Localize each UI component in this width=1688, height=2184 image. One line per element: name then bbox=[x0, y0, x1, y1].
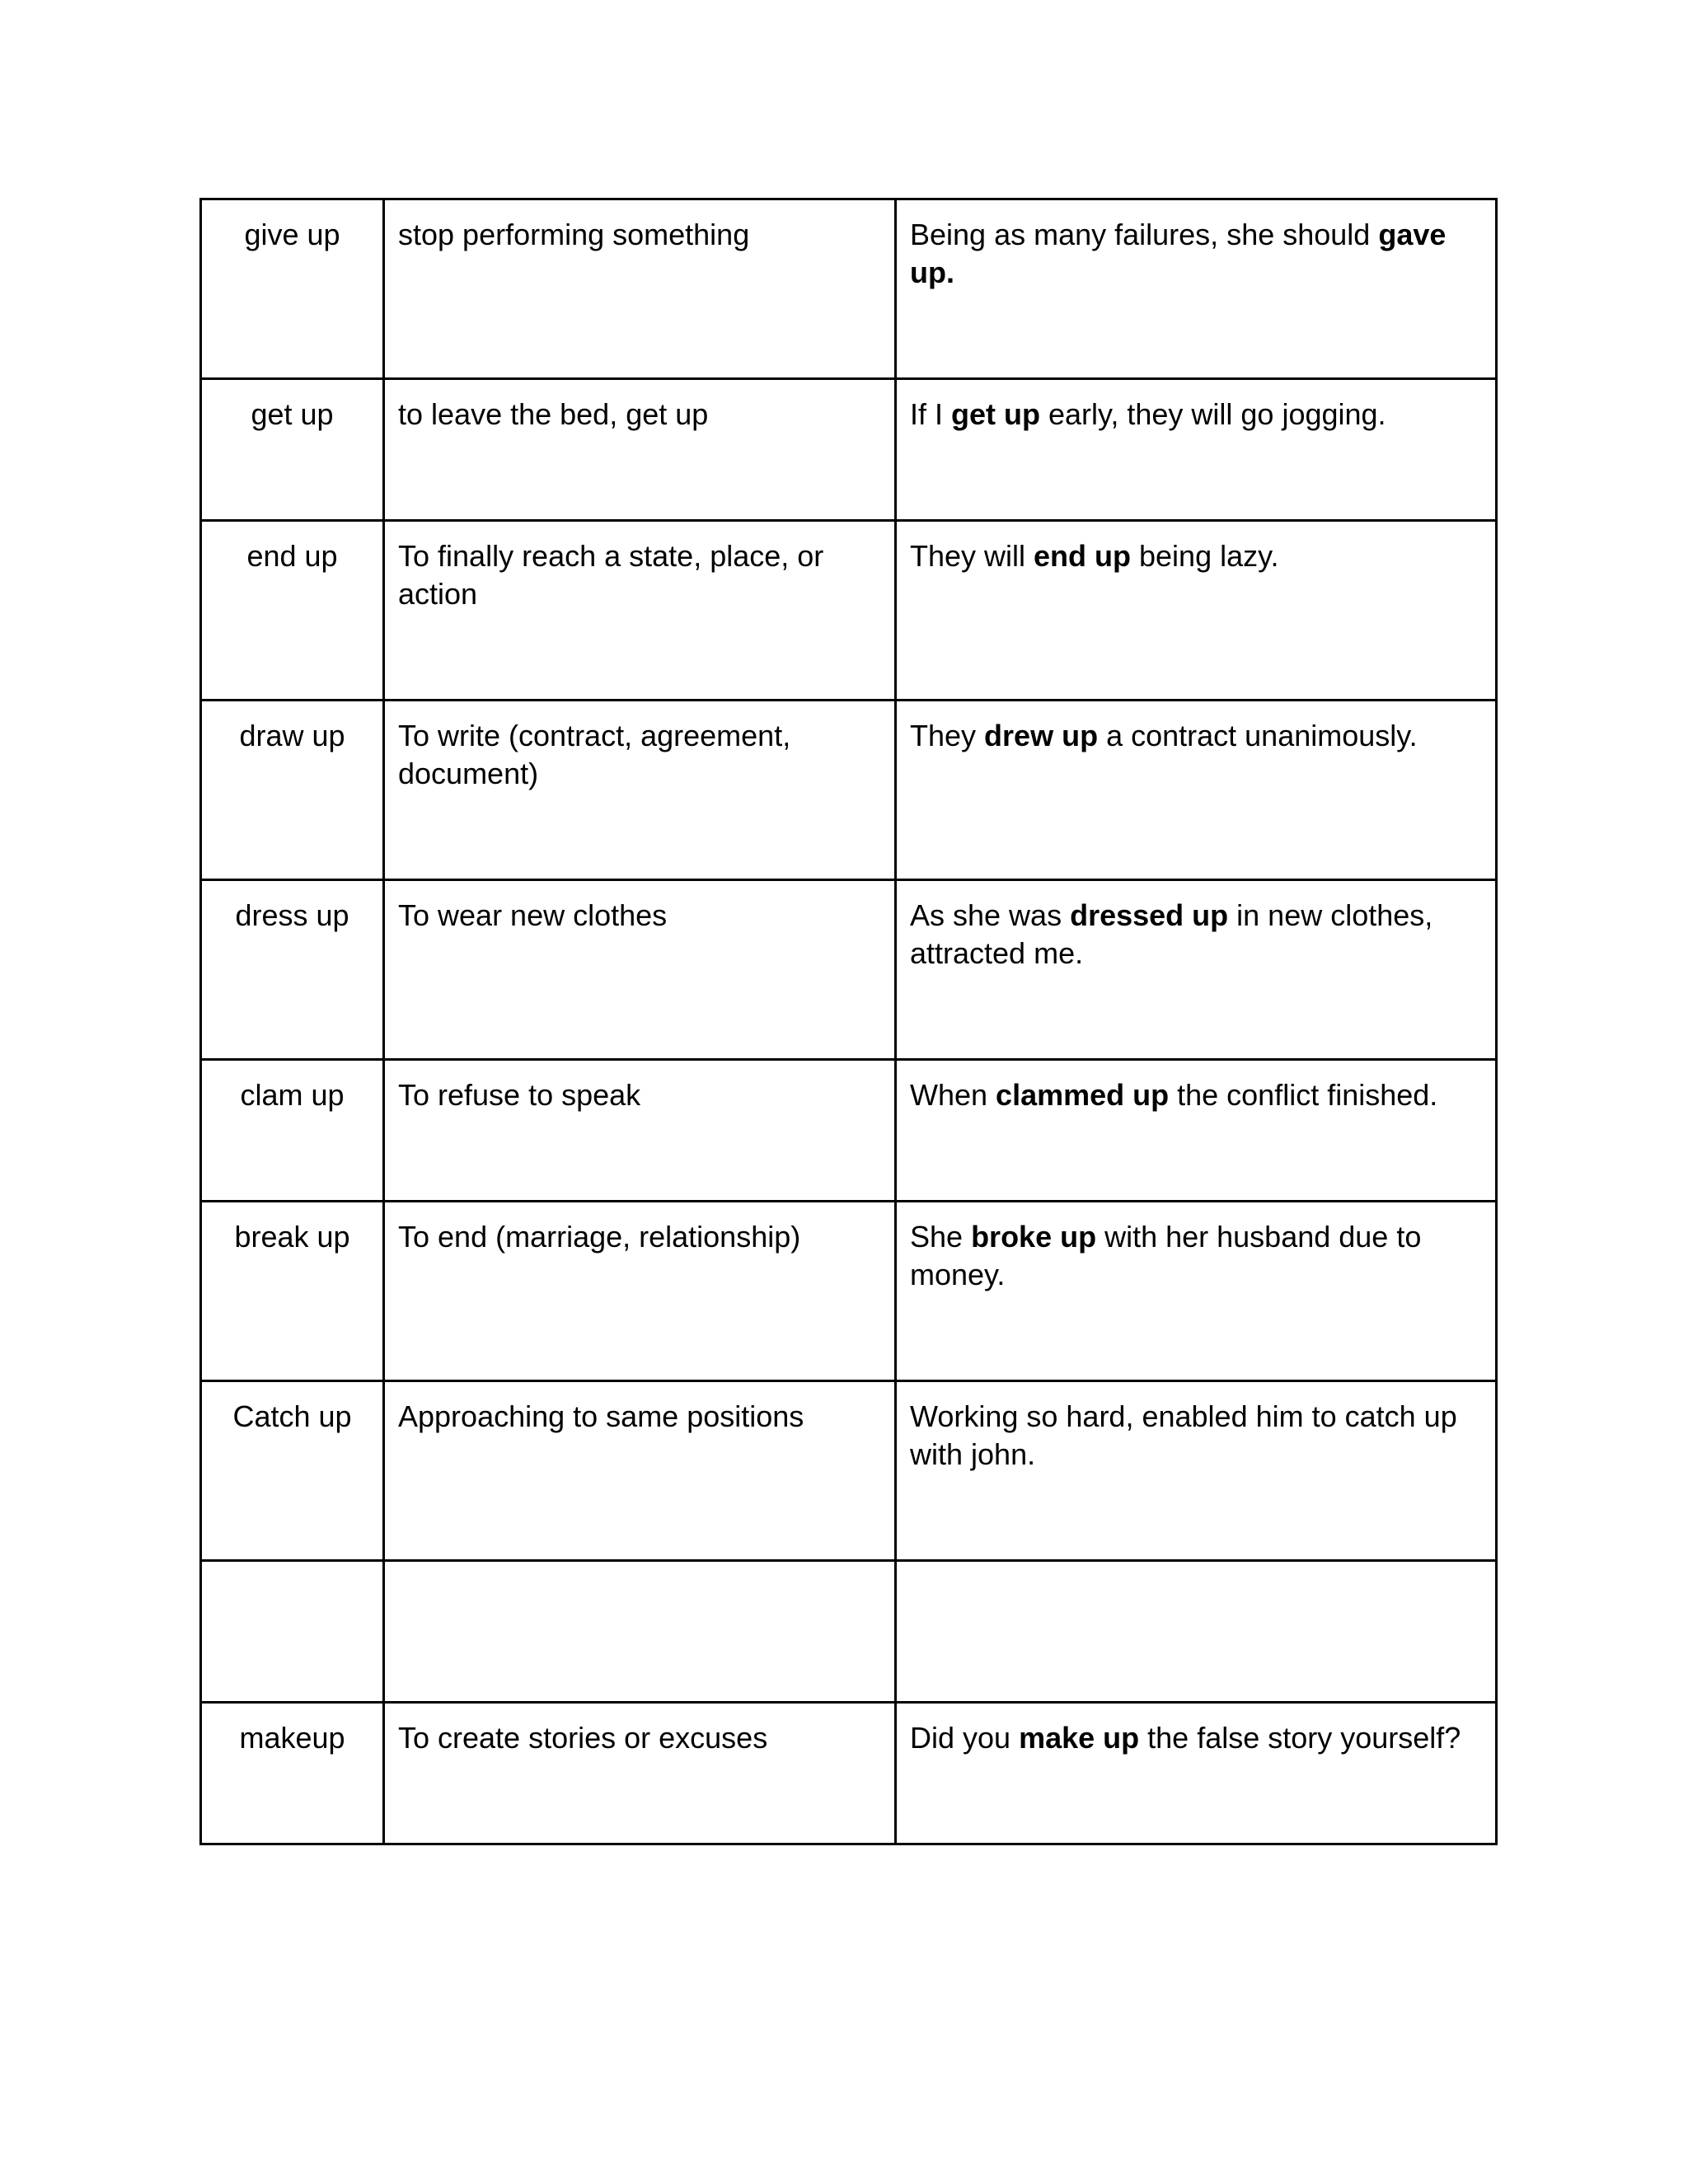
example-cell bbox=[896, 1561, 1497, 1703]
example-highlight: make up bbox=[1019, 1721, 1140, 1755]
term-cell: clam up bbox=[201, 1060, 384, 1202]
example-highlight: broke up bbox=[971, 1220, 1097, 1254]
meaning-cell: To refuse to speak bbox=[384, 1060, 896, 1202]
example-cell bbox=[896, 1703, 1497, 1844]
example-highlight: drew up bbox=[984, 719, 1099, 752]
meaning-cell: stop performing something bbox=[384, 199, 896, 379]
example-highlight: clammed up bbox=[996, 1078, 1170, 1112]
example-cell bbox=[896, 1060, 1497, 1202]
example-text: Did you bbox=[910, 1721, 1020, 1755]
meaning-cell: To finally reach a state, place, or action bbox=[384, 521, 896, 701]
table-row bbox=[201, 880, 1497, 1060]
example-text: the conflict finished. bbox=[1169, 1078, 1438, 1112]
example-text: a contract unanimously. bbox=[1098, 719, 1418, 752]
term-cell: makeup bbox=[201, 1703, 384, 1844]
phrasal-verbs-table bbox=[199, 198, 1498, 1845]
example-cell bbox=[896, 199, 1497, 379]
example-text: As she was bbox=[910, 898, 1071, 932]
table-row bbox=[201, 379, 1497, 521]
term-cell: get up bbox=[201, 379, 384, 521]
example-cell bbox=[896, 1381, 1497, 1561]
example-text: the false story yourself? bbox=[1139, 1721, 1461, 1755]
term-cell bbox=[201, 1561, 384, 1703]
example-highlight: gave up. bbox=[910, 218, 1447, 289]
example-text: early, they will go jogging. bbox=[1040, 397, 1386, 431]
meaning-cell: Approaching to same positions bbox=[384, 1381, 896, 1561]
example-text: Working so hard, enabled him to catch up with john. bbox=[910, 1399, 1457, 1471]
example-text: They will bbox=[910, 539, 1034, 573]
example-text: She bbox=[910, 1220, 972, 1254]
meaning-cell: To write (contract, agreement, document) bbox=[384, 701, 896, 880]
example-highlight: dressed up bbox=[1070, 898, 1229, 932]
term-cell: break up bbox=[201, 1202, 384, 1381]
meaning-cell: To end (marriage, relationship) bbox=[384, 1202, 896, 1381]
term-cell: draw up bbox=[201, 701, 384, 880]
table-row bbox=[201, 701, 1497, 880]
table-row bbox=[201, 1381, 1497, 1561]
example-text: with her husband due to money. bbox=[910, 1220, 1422, 1291]
example-cell bbox=[896, 379, 1497, 521]
table-row bbox=[201, 199, 1497, 379]
term-cell: Catch up bbox=[201, 1381, 384, 1561]
example-highlight: get up bbox=[951, 397, 1040, 431]
meaning-cell: To create stories or excuses bbox=[384, 1703, 896, 1844]
example-cell bbox=[896, 880, 1497, 1060]
example-text: If I bbox=[910, 397, 952, 431]
table-body bbox=[201, 199, 1497, 1844]
table-row bbox=[201, 1060, 1497, 1202]
term-cell: end up bbox=[201, 521, 384, 701]
table-row-empty bbox=[201, 1561, 1497, 1703]
term-cell: dress up bbox=[201, 880, 384, 1060]
example-text: Being as many failures, she should bbox=[910, 218, 1379, 251]
example-cell bbox=[896, 701, 1497, 880]
example-text: They bbox=[910, 719, 985, 752]
meaning-cell: to leave the bed, get up bbox=[384, 379, 896, 521]
example-text: in new clothes, attracted me. bbox=[910, 898, 1433, 970]
table-row bbox=[201, 1202, 1497, 1381]
example-cell bbox=[896, 521, 1497, 701]
example-text: being lazy. bbox=[1131, 539, 1279, 573]
example-cell bbox=[896, 1202, 1497, 1381]
example-highlight: end up bbox=[1034, 539, 1132, 573]
example-text: When bbox=[910, 1078, 996, 1112]
term-cell: give up bbox=[201, 199, 384, 379]
meaning-cell bbox=[384, 1561, 896, 1703]
meaning-cell: To wear new clothes bbox=[384, 880, 896, 1060]
table-row bbox=[201, 521, 1497, 701]
table-row bbox=[201, 1703, 1497, 1844]
